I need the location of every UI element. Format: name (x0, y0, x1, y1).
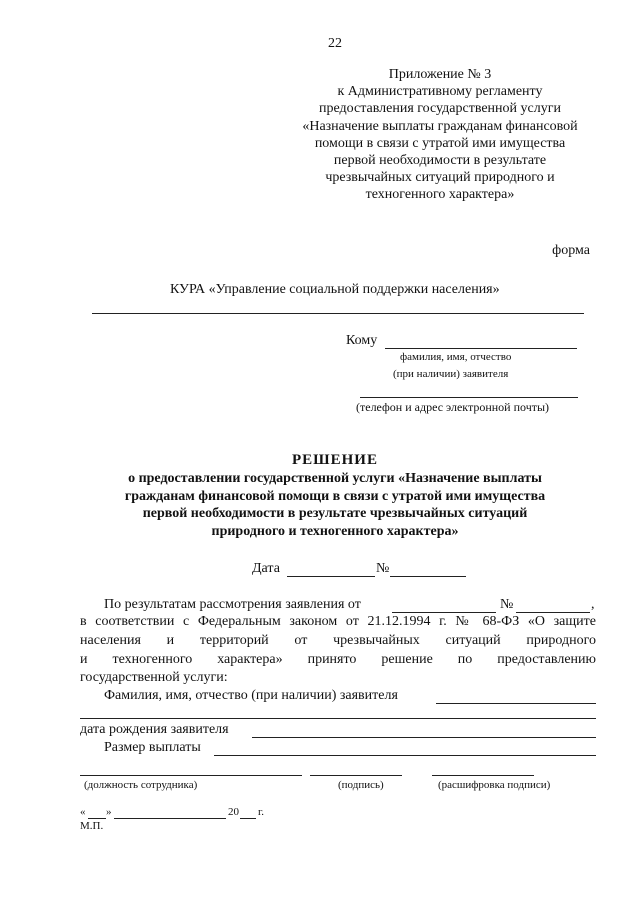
applicant-name-line[interactable] (436, 703, 596, 704)
payment-amount-line[interactable] (214, 755, 596, 756)
number-field-line[interactable] (390, 576, 466, 577)
date-label: Дата (252, 561, 280, 576)
applicant-name-line-2[interactable] (80, 718, 596, 719)
comma: , (591, 597, 595, 612)
appendix-line: к Административному регламенту (337, 84, 543, 100)
body-line-1: По результатам рассмотрения заявления от (104, 597, 361, 612)
footer-day-line[interactable] (88, 818, 106, 819)
application-number-label: № (500, 597, 514, 612)
position-line[interactable] (80, 775, 302, 776)
signature-caption: (подпись) (338, 779, 384, 791)
subtitle-line: природного и техногенного характера» (211, 523, 459, 539)
footer-year-suffix: г. (258, 806, 265, 818)
organization-name: КУРА «Управление социальной поддержки населения» (170, 282, 500, 297)
appendix-line: первой необходимости в результате (333, 153, 547, 169)
appendix-line: Приложение № 3 (388, 67, 492, 82)
recipient-label: Кому (346, 333, 378, 348)
applicant-name-label: Фамилия, имя, отчество (при наличии) заявителя (104, 688, 398, 703)
signature-decode-line[interactable] (432, 775, 534, 776)
payment-amount-label: Размер выплаты (104, 740, 201, 755)
application-number-line[interactable] (516, 612, 590, 613)
organization-underline (92, 313, 584, 314)
footer-date-open: « (80, 806, 86, 818)
decode-caption: (расшифровка подписи) (438, 779, 551, 791)
date-field-line[interactable] (287, 576, 375, 577)
recipient-name-caption: фамилия, имя, отчество (400, 351, 512, 363)
decision-subtitle (100, 470, 570, 540)
body-line-3: населения и территорий от чрезвычайных ситуаций природного (80, 633, 596, 648)
footer-year-line[interactable] (240, 818, 256, 819)
recipient-contact-caption: (телефон и адрес электронной почты) (356, 400, 550, 414)
appendix-line: чрезвычайных ситуаций природного и (325, 170, 555, 186)
body-line-2: в соответствии с Федеральным законом от 21.12.1994 г. № 68-ФЗ «О защите (80, 614, 596, 629)
subtitle-line: первой необходимости в результате чрезвычайных ситуаций (142, 506, 528, 521)
appendix-line: «Назначение выплаты гражданам финансовой (302, 118, 578, 134)
signature-line[interactable] (310, 775, 402, 776)
page-number: 22 (328, 36, 342, 51)
subtitle-line: о предоставлении государственной услуги «Назначение выплаты (128, 471, 542, 486)
recipient-name-caption-2: (при наличии) заявителя (393, 368, 509, 380)
appendix-line: помощи в связи с утратой ими имущества (314, 135, 566, 151)
appendix-line: техногенного характера» (365, 187, 515, 203)
birth-date-line[interactable] (252, 737, 596, 738)
appendix-line: предоставления государственной услуги (319, 101, 561, 117)
decision-title: РЕШЕНИЕ (292, 452, 378, 468)
body-line-5: государственной услуги: (80, 670, 228, 685)
birth-date-label: дата рождения заявителя (80, 722, 229, 737)
footer-year-prefix: 20 (228, 806, 239, 818)
form-label: форма (552, 243, 590, 258)
footer-date-close: » (106, 806, 112, 818)
subtitle-line: гражданам финансовой помощи в связи с утратой ими имущества (124, 488, 546, 504)
footer-month-line[interactable] (114, 818, 226, 819)
number-label: № (376, 561, 390, 576)
stamp-label: М.П. (80, 820, 104, 832)
recipient-name-line[interactable] (385, 348, 577, 349)
application-date-line[interactable] (392, 612, 496, 613)
recipient-contact-line[interactable] (360, 397, 578, 398)
appendix-header (290, 66, 590, 204)
body-line-4: и техногенного характера» принято решение по предоставлению (80, 652, 596, 667)
position-caption: (должность сотрудника) (84, 779, 198, 791)
